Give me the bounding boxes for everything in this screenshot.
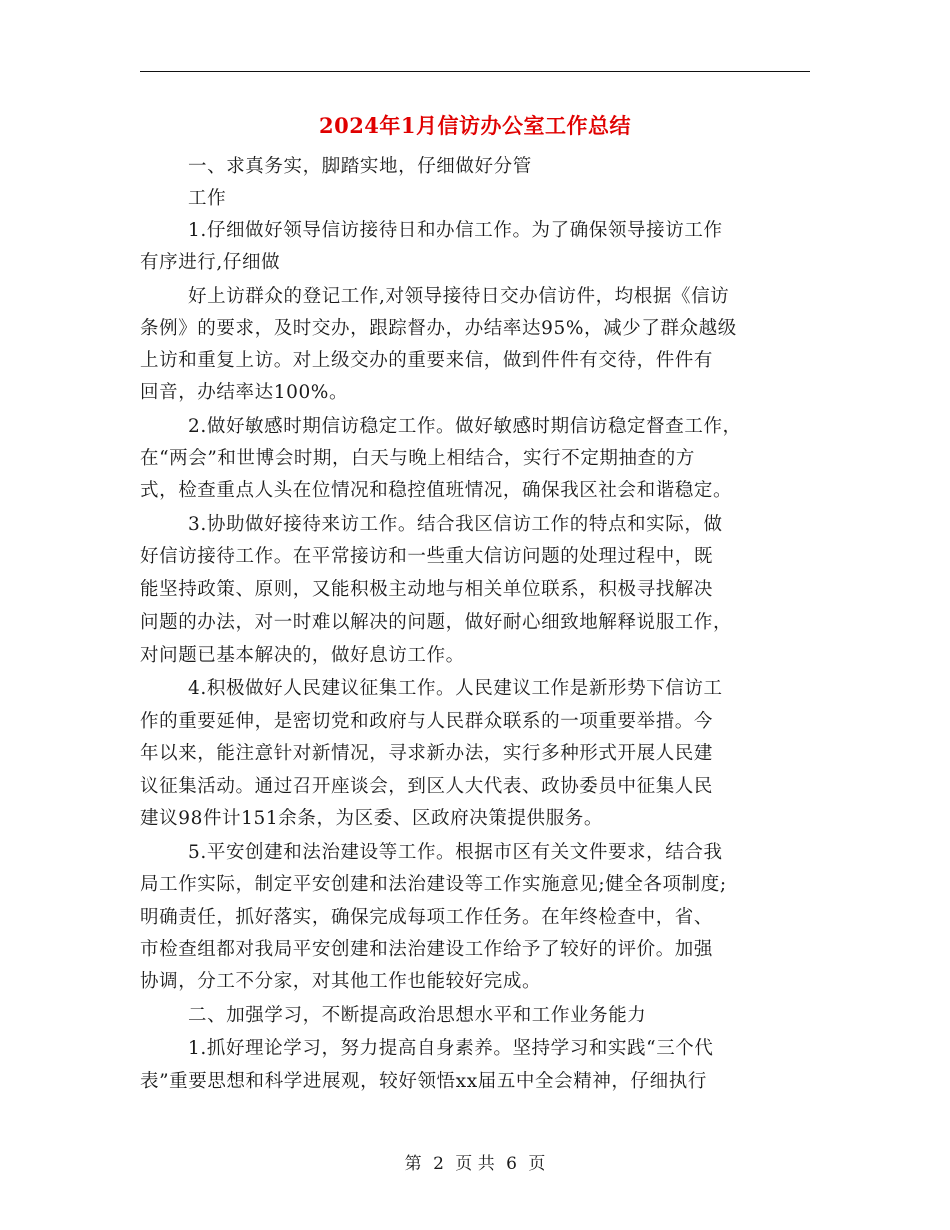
text-line: 局工作实际，制定平安创建和法治建设等工作实施意见;健全各项制度; — [140, 874, 727, 895]
text-line: 市检查组都对我局平安创建和法治建设工作给予了较好的评价。加强 — [140, 939, 714, 960]
text-line: 二、加强学习，不断提高政治思想水平和工作业务能力 — [188, 1005, 647, 1026]
text-line: 问题的办法，对一时难以解决的问题，做好耐心细致地解释说服工作， — [140, 612, 733, 633]
text-line: 回音，办结率达100%。 — [140, 382, 349, 403]
text-line: 在“两会”和世博会时期，白天与晚上相结合，实行不定期抽查的方 — [140, 448, 695, 469]
text-line: 协调，分工不分家，对其他工作也能较好完成。 — [140, 971, 542, 992]
text-line: 建议98件计151余条，为区委、区政府决策提供服务。 — [140, 808, 603, 829]
text-line: 能坚持政策、原则，又能积极主动地与相关单位联系，积极寻找解决 — [140, 579, 714, 600]
text-line: 条例》的要求，及时交办，跟踪督办，办结率达95%，减少了群众越级 — [140, 318, 737, 339]
text-line: 2.做好敏感时期信访稳定工作。做好敏感时期信访稳定督查工作， — [188, 416, 742, 437]
document-title: 2024年1月信访办公室工作总结 — [318, 113, 632, 138]
text-line: 对问题已基本解决的，做好息访工作。 — [140, 645, 465, 666]
footer-total-pages: 6 — [506, 1154, 517, 1174]
text-line: 1.抓好理论学习，努力提高自身素养。坚持学习和实践“三个代 — [188, 1038, 714, 1059]
text-line: 一、求真务实，脚踏实地，仔细做好分管 — [188, 156, 532, 177]
text-line: 3.协助做好接待来访工作。结合我区信访工作的特点和实际，做 — [188, 514, 723, 535]
text-line: 4.积极做好人民建议征集工作。人民建议工作是新形势下信访工 — [188, 678, 723, 699]
footer-middle: 页 共 — [455, 1154, 495, 1174]
text-line: 5.平安创建和法治建设等工作。根据市区有关文件要求，结合我 — [188, 842, 723, 863]
footer-prefix: 第 — [404, 1154, 422, 1174]
text-line: 工作 — [188, 188, 227, 209]
text-line: 上访和重复上访。对上级交办的重要来信，做到件件有交待，件件有 — [140, 350, 714, 371]
text-line: 好信访接待工作。在平常接访和一些重大信访问题的处理过程中，既 — [140, 546, 714, 567]
text-line: 表”重要思想和科学进展观，较好领悟xx届五中全会精神，仔细执行 — [140, 1071, 707, 1092]
text-line: 好上访群众的登记工作,对领导接待日交办信访件，均根据《信访 — [188, 286, 730, 307]
header-rule — [140, 71, 810, 72]
text-line: 明确责任，抓好落实，确保完成每项工作任务。在年终检查中，省、 — [140, 907, 714, 928]
text-line: 议征集活动。通过召开座谈会，到区人大代表、政协委员中征集人民 — [140, 776, 714, 797]
text-line: 式，检查重点人头在位情况和稳控值班情况，确保我区社会和谐稳定。 — [140, 480, 733, 501]
text-line: 有序进行,仔细做 — [140, 252, 281, 273]
text-line: 作的重要延伸，是密切党和政府与人民群众联系的一项重要举措。今 — [140, 711, 714, 732]
footer-suffix: 页 — [528, 1154, 546, 1174]
page-footer — [0, 1152, 950, 1176]
text-line: 1.仔细做好领导信访接待日和办信工作。为了确保领导接访工作 — [188, 220, 723, 241]
footer-current-page: 2 — [433, 1154, 444, 1174]
text-line: 年以来，能注意针对新情况，寻求新办法，实行多种形式开展人民建 — [140, 743, 714, 764]
